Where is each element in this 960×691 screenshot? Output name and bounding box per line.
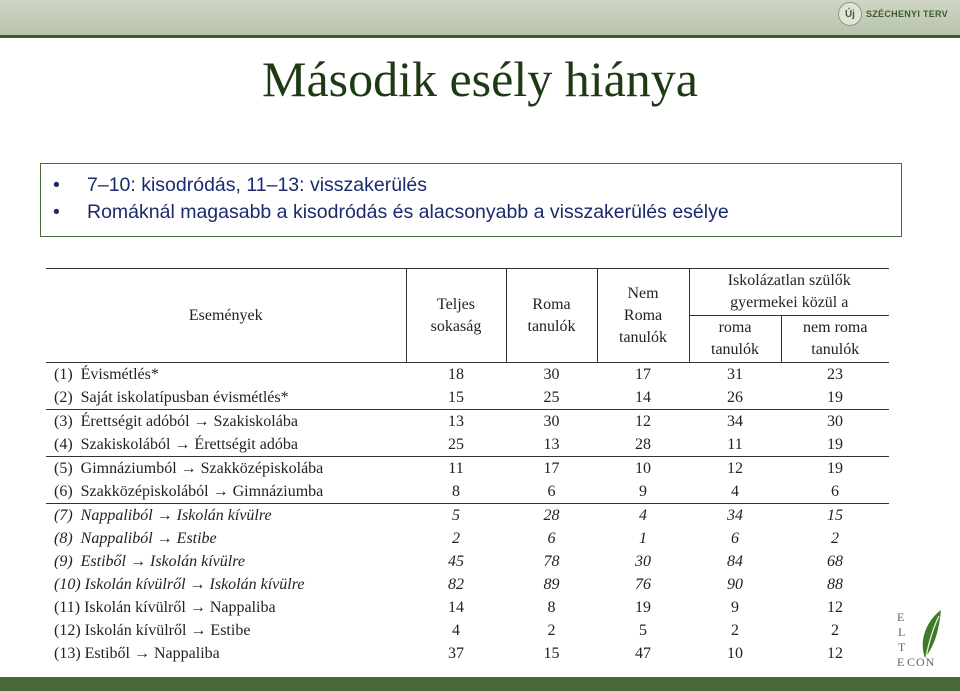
value-cell: 12 — [635, 412, 651, 430]
brand-logo-icon: Új — [838, 2, 862, 26]
header-sub-nonroma: nem roma tanulók — [781, 316, 889, 363]
bullet-text: Romáknál magasabb a kisodródás és alacsonyabb a visszakerülés esélye — [87, 201, 729, 223]
value-cell: 76 — [635, 575, 651, 593]
value-cell: 17 — [635, 365, 651, 383]
brand — [838, 2, 948, 26]
table-row — [46, 527, 889, 550]
table-row — [46, 410, 889, 434]
value-cell: 23 — [827, 365, 843, 383]
value-cell: 11 — [448, 459, 464, 477]
value-cell: 2 — [831, 621, 839, 639]
header-roma: Roma tanulók — [506, 269, 597, 363]
bullet-box — [40, 163, 902, 237]
slide-title: Második esély hiánya — [261, 51, 698, 107]
value-cell: 14 — [448, 598, 464, 616]
bullet-dot-icon: • — [53, 201, 60, 223]
bullet-dot-icon: • — [53, 174, 60, 196]
data-table — [46, 268, 889, 665]
value-cell: 30 — [635, 552, 651, 570]
value-cell: 2 — [452, 529, 460, 547]
value-cell: 82 — [448, 575, 464, 593]
event-cell: (11) Iskolán kívülről → Nappaliba — [54, 598, 276, 616]
event-cell: (10) Iskolán kívülről → Iskolán kívülre — [54, 575, 305, 593]
table-row — [46, 386, 889, 410]
table-row — [46, 457, 889, 481]
elte-econ-logo — [895, 608, 955, 668]
table-row — [46, 504, 889, 528]
footer-bar — [0, 677, 960, 691]
value-cell: 15 — [827, 506, 843, 524]
top-bar — [0, 0, 960, 35]
bullet-item — [53, 199, 901, 226]
value-cell: 25 — [506, 386, 597, 410]
value-cell: 45 — [448, 552, 464, 570]
value-cell: 28 — [597, 433, 689, 457]
logo-letter: L — [898, 625, 907, 639]
event-cell: (2) Saját iskolatípusban évismétlés* — [46, 386, 406, 410]
table-row — [46, 573, 889, 596]
value-cell: 12 — [727, 459, 743, 477]
value-cell: 18 — [448, 365, 464, 383]
table-row — [46, 596, 889, 619]
value-cell: 8 — [547, 598, 556, 616]
value-cell: 84 — [727, 552, 743, 570]
header-nonroma: Nem Roma tanulók — [597, 269, 689, 363]
value-cell: 6 — [781, 480, 889, 504]
table-row — [46, 619, 889, 642]
value-cell: 26 — [689, 386, 781, 410]
value-cell: 12 — [827, 644, 843, 662]
value-cell: 90 — [727, 575, 743, 593]
value-cell: 34 — [727, 506, 743, 524]
value-cell: 8 — [406, 480, 506, 504]
value-cell: 19 — [635, 598, 651, 616]
header-sub-roma: roma tanulók — [689, 316, 781, 363]
value-cell: 2 — [547, 621, 556, 639]
header-uneducated-parents: Iskolázatlan szülők gyermekei közül a — [689, 269, 889, 316]
event-cell: (4) Szakiskolából → Érettségit adóba — [46, 433, 406, 457]
value-cell: 19 — [827, 459, 843, 477]
value-cell: 4 — [639, 506, 647, 524]
value-cell: 13 — [506, 433, 597, 457]
value-cell: 12 — [827, 598, 843, 616]
value-cell: 30 — [827, 412, 843, 430]
logo-letter: E — [897, 610, 906, 624]
value-cell: 11 — [689, 433, 781, 457]
event-cell: (7) Nappaliból → Iskolán kívülre — [54, 506, 272, 524]
event-cell: (9) Estiből → Iskolán kívülre — [54, 552, 245, 570]
value-cell: 88 — [827, 575, 843, 593]
logo-letter: CON — [907, 655, 936, 669]
value-cell: 6 — [547, 529, 556, 547]
value-cell: 47 — [635, 644, 651, 662]
value-cell: 78 — [543, 552, 560, 570]
value-cell: 1 — [639, 529, 647, 547]
value-cell: 15 — [406, 386, 506, 410]
value-cell: 9 — [597, 480, 689, 504]
bullet-text: 7–10: kisodródás, 11–13: visszakerülés — [87, 174, 428, 196]
value-cell: 5 — [639, 621, 647, 639]
table-row — [46, 642, 889, 665]
header-events: Események — [46, 269, 406, 363]
bullet-item — [53, 172, 901, 199]
value-cell: 2 — [731, 621, 739, 639]
value-cell: 13 — [448, 412, 464, 430]
value-cell: 15 — [543, 644, 560, 662]
logo-letter: T — [898, 640, 907, 654]
value-cell: 17 — [543, 459, 560, 477]
top-bar-divider — [0, 35, 960, 38]
value-cell: 10 — [635, 459, 651, 477]
value-cell: 68 — [827, 552, 843, 570]
table-row — [46, 363, 889, 387]
value-cell: 6 — [506, 480, 597, 504]
value-cell: 31 — [727, 365, 743, 383]
value-cell: 5 — [452, 506, 460, 524]
value-cell: 4 — [452, 621, 460, 639]
data-table-image — [46, 268, 889, 666]
value-cell: 30 — [543, 365, 560, 383]
leaf-icon — [915, 608, 943, 660]
value-cell: 2 — [831, 529, 839, 547]
value-cell: 30 — [543, 412, 560, 430]
value-cell: 34 — [727, 412, 743, 430]
value-cell: 9 — [731, 598, 739, 616]
value-cell: 4 — [689, 480, 781, 504]
event-cell: (13) Estiből → Nappaliba — [54, 644, 220, 662]
table-row — [46, 550, 889, 573]
event-cell: (12) Iskolán kívülről → Estibe — [54, 621, 251, 639]
event-cell: (3) Érettségit adóból → Szakiskolába — [54, 412, 298, 430]
value-cell: 19 — [781, 386, 889, 410]
header-total: Teljes sokaság — [406, 269, 506, 363]
brand-text: SZÉCHENYI TERV — [865, 9, 948, 19]
event-cell: (8) Nappaliból → Estibe — [54, 529, 217, 547]
logo-letter: E — [897, 655, 906, 669]
value-cell: 6 — [731, 529, 739, 547]
table-row — [46, 433, 889, 457]
event-cell: (6) Szakközépiskolából → Gimnáziumba — [46, 480, 406, 504]
value-cell: 37 — [448, 644, 464, 662]
event-cell: (5) Gimnáziumból → Szakközépiskolába — [54, 459, 324, 477]
value-cell: 25 — [406, 433, 506, 457]
value-cell: 14 — [597, 386, 689, 410]
value-cell: 28 — [543, 506, 560, 524]
event-cell: (1) Évismétlés* — [54, 365, 159, 383]
table-row — [46, 480, 889, 504]
value-cell: 10 — [727, 644, 743, 662]
value-cell: 89 — [543, 575, 560, 593]
value-cell: 19 — [781, 433, 889, 457]
